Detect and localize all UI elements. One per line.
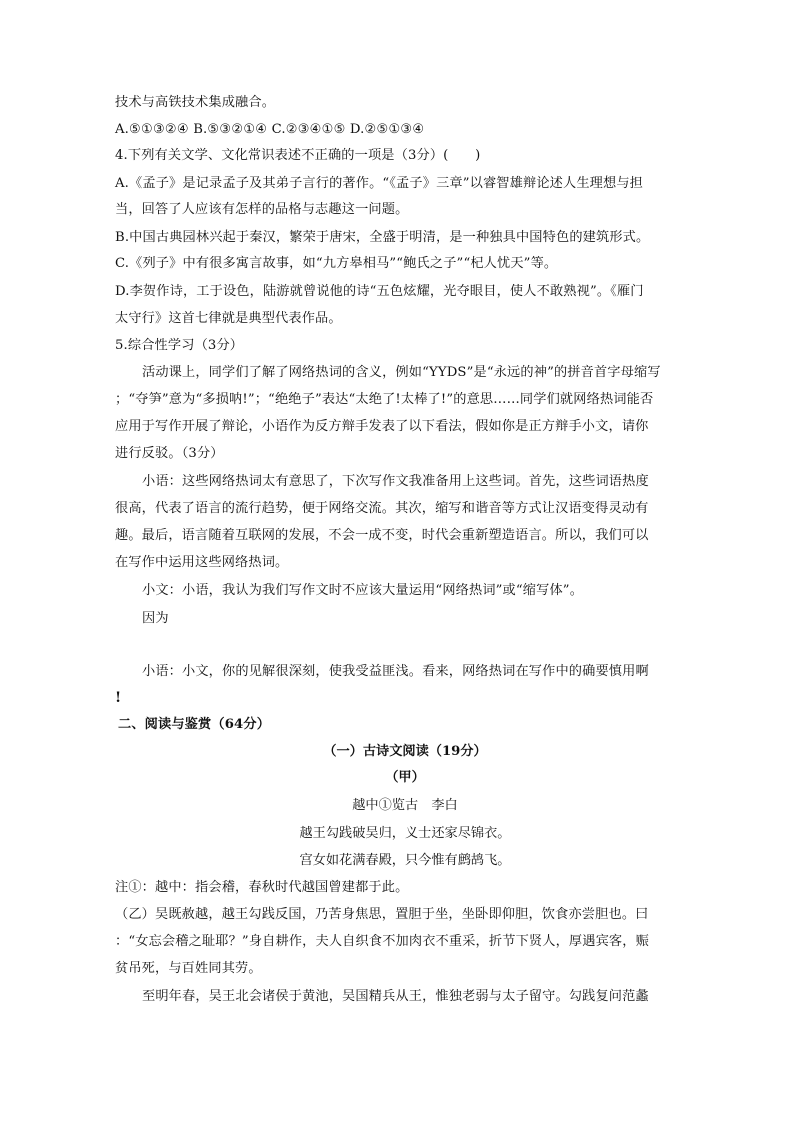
paragraph-line: 小语：小文，你的见解很深刻，使我受益匪浅。看来，网络热词在写作中的确要慎用啊 (142, 664, 649, 679)
passage-yi-line: 至明年春，吴王北会诸侯于黄池，吴国精兵从王，惟独老弱与太子留守。勾践复问范蠡 (142, 989, 649, 1004)
poem-line: 越王勾践破吴归，义士还家尽锦衣。 (299, 826, 511, 841)
paragraph-line: 应用于写作开展了辩论，小语作为反方辩手发表了以下看法，假如你是正方辩手小文，请你 (115, 419, 649, 434)
passage-yi-line: 贫吊死，与百姓同其劳。 (115, 961, 262, 976)
poem-title: 越中①览古 李白 (352, 798, 458, 813)
poem-line: 宫女如花满春殿，只今惟有鹧鸪飞。 (299, 853, 511, 868)
paragraph-line: 进行反驳。（3分） (115, 446, 224, 461)
paragraph-line: 在写作中运用这些网络热词。 (115, 555, 289, 570)
section-heading: 二、阅读与鉴赏（64分） (118, 717, 271, 732)
paragraph-line: 活动课上，同学们了解了网络热词的含义，例如“YYDS”是“永远的神”的拼音首字母缩写 (142, 365, 661, 380)
subsection-heading: （一）古诗文阅读（19分） (323, 744, 487, 759)
paragraph-line: 趣。最后，语言随着互联网的发展，不会一成不变，时代会重新塑造语言。所以，我们可以 (115, 528, 649, 543)
footnote: 注①：越中：指会稽，春秋时代越国曾建都于此。 (115, 880, 409, 895)
paragraph-line: 小文：小语，我认为我们写作文时不应该大量运用“网络热词”或“缩写体”。 (142, 583, 584, 598)
question-5-stem: 5.综合性学习（3分） (115, 338, 244, 353)
paragraph-line: 很高，代表了语言的流行趋势，便于网络交流。其次，缩写和谐音等方式让汉语变得灵动有 (115, 501, 649, 516)
passage-yi-line: ：“女忘会稽之耻耶？”身自耕作，夫人自织食不加肉衣不重采，折节下贤人，厚遇宾客，赈 (115, 934, 649, 949)
passage-label-jia: （甲） (385, 770, 425, 785)
exclamation-mark: ! (115, 690, 122, 706)
passage-yi-line: （乙）吴既赦越，越王勾践反国，乃苦身焦思，置胆于坐，坐卧即仰胆，饮食亦尝胆也。曰 (115, 907, 649, 922)
q4-option-a: A.《孟子》是记录孟子及其弟子言行的著作。“《孟子》三章”以睿智雄辩论述人生理想与担 (115, 176, 644, 191)
q4-option-d: D.李贺作诗，工于设色，陆游就曾说他的诗“五色炫耀，光夺眼目，使人不敢熟视”。《雁门 (115, 284, 644, 299)
answer-prompt: 因为 (142, 611, 169, 626)
q4-option-d-cont: 太守行》这首七律就是典型代表作品。 (115, 311, 342, 326)
q3-options: A.⑤①③②④ B.⑤③②①④ C.②③④①⑤ D.②⑤①③④ (115, 122, 425, 137)
q4-option-a-cont: 当，回答了人应该有怎样的品格与志趣这一问题。 (115, 202, 409, 217)
paragraph-line: 小语：这些网络热词太有意思了，下次写作文我准备用上这些词。首先，这些词语热度 (142, 474, 649, 489)
text-line: 技术与高铁技术集成融合。 (115, 95, 276, 110)
q4-option-b: B.中国古典园林兴起于秦汉，繁荣于唐宋，全盛于明清，是一种独具中国特色的建筑形式。 (115, 230, 650, 245)
q4-option-c: C.《列子》中有很多寓言故事，如“九方皋相马”“鲍氏之子”“杞人忧天”等。 (115, 256, 558, 271)
question-4-stem: 4.下列有关文学、文化常识表述不正确的一项是（3分）( ) (115, 148, 481, 163)
paragraph-line: ；“夺笋”意为“多损呐!”；“绝绝子”表达“太绝了!太棒了!”的意思……同学们就网络热词能否 (115, 392, 654, 407)
